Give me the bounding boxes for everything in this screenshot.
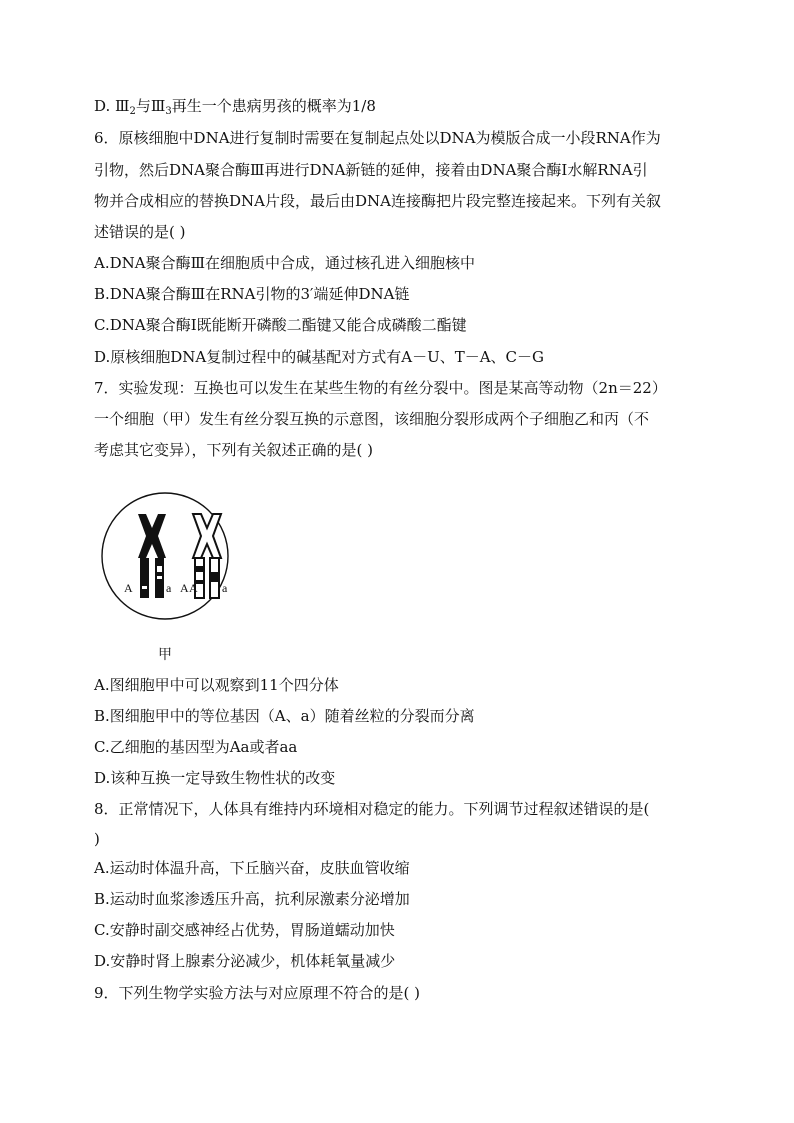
option-b-q7: B.图细胞甲中的等位基因（A、a）随着丝粒的分裂而分离 bbox=[94, 707, 475, 725]
figure-caption: 甲 bbox=[158, 647, 172, 663]
gene-label: A bbox=[189, 581, 198, 595]
option-d-q8: D.安静时肾上腺素分泌减少，机体耗氧量减少 bbox=[94, 952, 396, 970]
subscript: 3 bbox=[165, 106, 172, 117]
option-c-q6: C.DNA聚合酶Ⅰ既能断开磷酸二酯键又能合成磷酸二酯键 bbox=[94, 316, 467, 334]
question-7-line-1: 7．实验发现：互换也可以发生在某些生物的有丝分裂中。图是某高等动物（2n＝22） bbox=[94, 379, 667, 397]
subscript: 2 bbox=[129, 106, 136, 117]
text-part: D. Ⅲ bbox=[94, 97, 130, 115]
option-c-q7: C.乙细胞的基因型为Aa或者aa bbox=[94, 738, 298, 756]
question-8-line-2: ) bbox=[94, 830, 100, 848]
option-d-q5 bbox=[94, 96, 376, 122]
option-d-q7: D.该种互换一定导致生物性状的改变 bbox=[94, 769, 336, 787]
option-a-q7: A.图细胞甲中可以观察到11个四分体 bbox=[94, 676, 339, 694]
gene-label: A bbox=[180, 581, 189, 595]
option-b-q6: B.DNA聚合酶Ⅲ在RNA引物的3′端延伸DNA链 bbox=[94, 285, 410, 303]
gene-label: A bbox=[124, 581, 133, 595]
chromosome-figure bbox=[100, 476, 230, 636]
question-7-line-2: 一个细胞（甲）发生有丝分裂互换的示意图，该细胞分裂形成两个子细胞乙和丙（不 bbox=[94, 410, 650, 428]
question-6-line-3: 物并合成相应的替换DNA片段，最后由DNA连接酶把片段完整连接起来。下列有关叙 bbox=[94, 192, 661, 210]
option-a-q8: A.运动时体温升高，下丘脑兴奋，皮肤血管收缩 bbox=[94, 859, 410, 877]
option-c-q8: C.安静时副交感神经占优势，胃肠道蠕动加快 bbox=[94, 921, 395, 939]
option-d-q6: D.原核细胞DNA复制过程中的碱基配对方式有A－U、T－A、C－G bbox=[94, 348, 545, 366]
option-a-q6: A.DNA聚合酶Ⅲ在细胞质中合成，通过核孔进入细胞核中 bbox=[94, 254, 476, 272]
question-8-line-1: 8．正常情况下，人体具有维持内环境相对稳定的能力。下列调节过程叙述错误的是( bbox=[94, 800, 650, 818]
question-6-line-1: 6．原核细胞中DNA进行复制时需要在复制起点处以DNA为模版合成一小段RNA作为 bbox=[94, 129, 661, 147]
question-9-line-1: 9．下列生物学实验方法与对应原理不符合的是( ) bbox=[94, 984, 421, 1002]
text-part: 再生一个患病男孩的概率为1/8 bbox=[171, 97, 376, 115]
gene-label: a bbox=[222, 581, 228, 595]
chromosome-black bbox=[138, 514, 166, 598]
question-6-line-4: 述错误的是( ) bbox=[94, 223, 186, 241]
question-6-line-2: 引物，然后DNA聚合酶Ⅲ再进行DNA新链的延伸，接着由DNA聚合酶Ⅰ水解RNA引 bbox=[94, 161, 648, 179]
question-7-line-3: 考虑其它变异），下列有关叙述正确的是( ) bbox=[94, 441, 373, 459]
option-b-q8: B.运动时血浆渗透压升高，抗利尿激素分泌增加 bbox=[94, 890, 410, 908]
text-part: 与Ⅲ bbox=[135, 97, 166, 115]
gene-label: a bbox=[166, 581, 172, 595]
